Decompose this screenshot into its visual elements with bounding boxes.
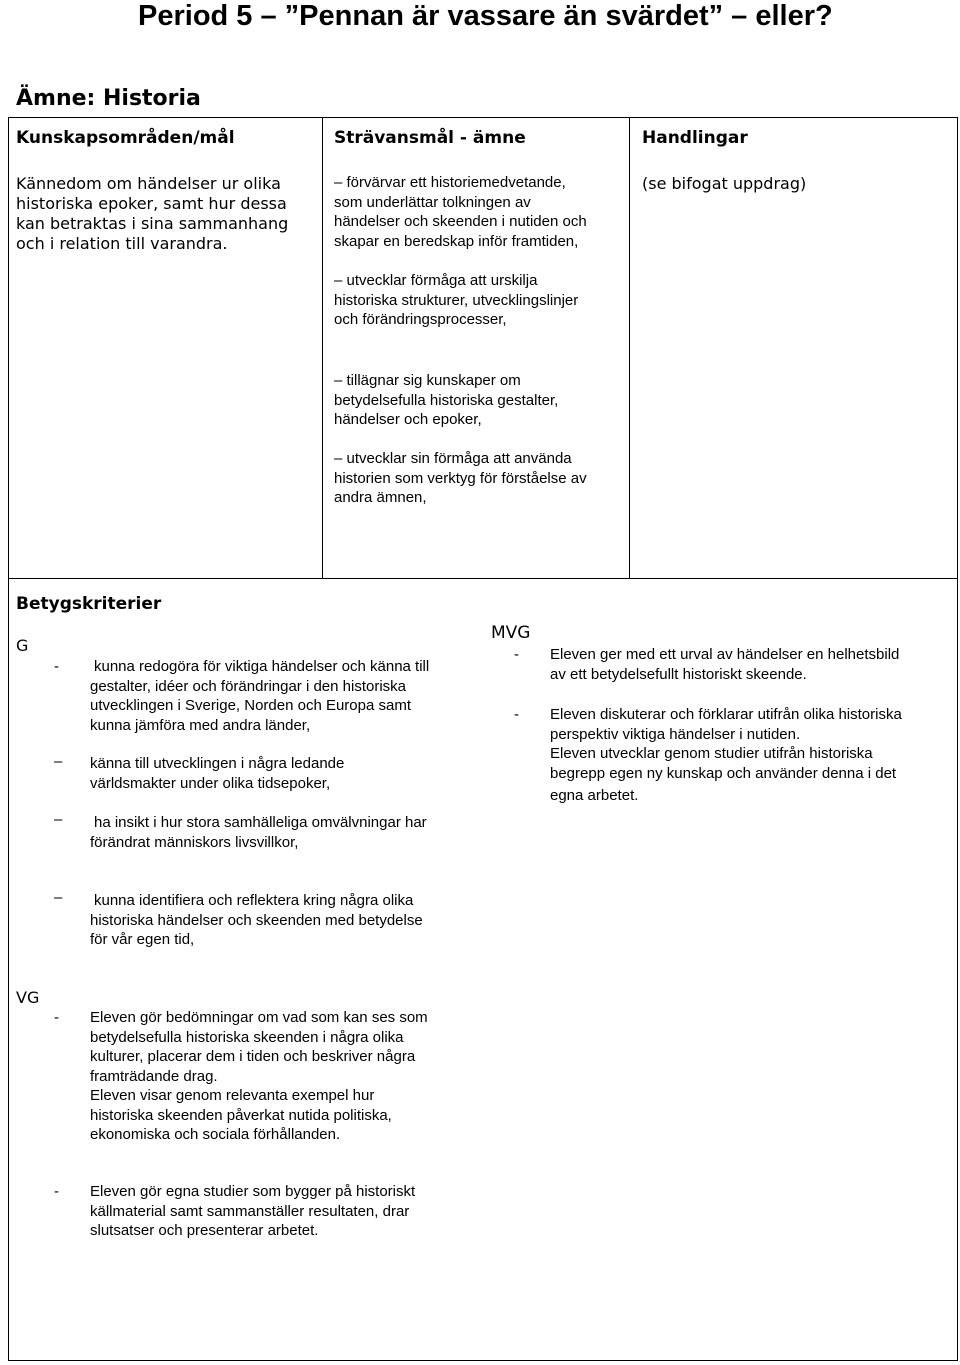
col1-line: och i relation till varandra. xyxy=(16,234,228,253)
g-item-dash: – xyxy=(54,753,63,770)
col2-item xyxy=(334,173,587,251)
criteria-header: Betygskriterier xyxy=(16,594,162,614)
grade-mvg-label: MVG xyxy=(491,623,531,643)
col1-body xyxy=(16,174,288,254)
subject-heading: Ämne: Historia xyxy=(16,86,201,111)
g-item-dash: - xyxy=(54,658,59,675)
table-col-divider-1 xyxy=(322,117,323,578)
vg-item xyxy=(90,1008,428,1145)
vg-line: Eleven gör bedömningar om vad som kan ses som xyxy=(90,1009,428,1026)
col2-line: andra ämnen, xyxy=(334,489,427,506)
col2-line: händelser och skeenden i nutiden och xyxy=(334,213,587,230)
grade-vg-label: VG xyxy=(16,988,40,1007)
vg-line: Eleven visar genom relevanta exempel hur xyxy=(90,1087,375,1104)
col1-line: kan betraktas i sina sammanhang xyxy=(16,214,289,233)
criteria-left-border xyxy=(8,578,9,1360)
g-line: utvecklingen i Sverige, Norden och Europa samt xyxy=(90,697,412,714)
g-line: förändrat människors livsvillkor, xyxy=(90,833,299,851)
mvg-line: Eleven ger med ett urval av händelser en helhetsbild xyxy=(550,646,900,663)
g-line: kunna identifiera och reflektera kring några olika xyxy=(94,892,414,909)
col2-item xyxy=(334,271,578,330)
col2-line: – tillägnar sig kunskaper om xyxy=(334,372,521,389)
g-line: världsmakter under olika tidsepoker, xyxy=(90,774,331,792)
mvg-item-dash: - xyxy=(514,646,519,663)
g-line: historiska händelser och skeenden med betydelse xyxy=(90,911,423,929)
mvg-line: perspektiv viktiga händelser i nutiden. xyxy=(550,725,801,743)
table-col-divider-2 xyxy=(629,117,630,578)
vg-item-dash: - xyxy=(54,1009,59,1026)
col2-line: – förvärvar ett historiemedvetande, xyxy=(334,174,566,191)
g-item-dash: – xyxy=(54,811,63,828)
g-item xyxy=(90,813,427,852)
vg-item-dash: - xyxy=(54,1183,59,1200)
g-line: gestalter, idéer och förändringar i den historiska xyxy=(90,677,407,695)
g-item xyxy=(90,754,344,793)
vg-line: ekonomiska och sociala förhållanden. xyxy=(90,1126,341,1143)
col2-line: och förändringsprocesser, xyxy=(334,311,507,328)
g-item xyxy=(90,657,429,735)
g-line: känna till utvecklingen i några ledande xyxy=(90,755,345,772)
mvg-line: Eleven diskuterar och förklarar utifrån olika historiska xyxy=(550,706,902,723)
mvg-line: av ett betydelsefullt historiskt skeende. xyxy=(550,665,807,683)
vg-line: historiska skeenden påverkat nutida politiska, xyxy=(90,1106,392,1124)
table-bottom-border xyxy=(8,1360,958,1361)
g-line: kunna jämföra med andra länder, xyxy=(90,716,311,734)
col2-header: Strävansmål - ämne xyxy=(334,128,526,148)
table-top-border xyxy=(8,117,958,118)
table-left-border xyxy=(8,117,9,578)
g-item xyxy=(90,891,423,950)
col2-line: – utvecklar sin förmåga att använda xyxy=(334,450,572,467)
mvg-item-dash: - xyxy=(514,706,519,723)
table-middle-border xyxy=(8,578,958,579)
col2-line: betydelsefulla historiska gestalter, xyxy=(334,391,559,409)
mvg-item xyxy=(550,645,899,684)
g-line: ha insikt i hur stora samhälleliga omvälvningar har xyxy=(94,814,427,831)
mvg-line: begrepp egen ny kunskap och använder denna i det xyxy=(550,764,897,782)
col2-line: historien som verktyg för förståelse av xyxy=(334,469,587,487)
vg-line: framträdande drag. xyxy=(90,1067,218,1085)
col2-line: händelser och epoker, xyxy=(334,411,482,428)
vg-line: kulturer, placerar dem i tiden och beskriver några xyxy=(90,1048,416,1065)
criteria-right-border xyxy=(957,578,958,1360)
vg-line: Eleven gör egna studier som bygger på historiskt xyxy=(90,1183,416,1200)
vg-line: betydelsefulla historiska skeenden i några olika xyxy=(90,1028,404,1046)
col2-line: skapar en beredskap inför framtiden, xyxy=(334,232,579,250)
col2-item xyxy=(334,371,558,430)
g-line: kunna redogöra för viktiga händelser och känna till xyxy=(94,658,430,675)
mvg-line: egna arbetet. xyxy=(550,787,639,804)
g-line: för vår egen tid, xyxy=(90,931,195,948)
grade-g-label: G xyxy=(16,636,29,655)
col1-line: historiska epoker, samt hur dessa xyxy=(16,194,287,213)
vg-line: slutsatser och presenterar arbetet. xyxy=(90,1222,319,1239)
vg-item xyxy=(90,1182,415,1241)
table-right-border xyxy=(957,117,958,578)
col3-header: Handlingar xyxy=(642,128,748,148)
vg-line: källmaterial samt sammanställer resultaten, drar xyxy=(90,1202,410,1220)
mvg-item xyxy=(550,705,902,806)
col2-line: – utvecklar förmåga att urskilja xyxy=(334,272,538,289)
col1-header: Kunskapsområden/mål xyxy=(16,128,235,148)
col1-line: Kännedom om händelser ur olika xyxy=(16,174,281,193)
col2-item xyxy=(334,449,587,508)
document-title: Period 5 – ”Pennan är vassare än svärdet” – eller? xyxy=(138,0,833,32)
col2-line: historiska strukturer, utvecklingslinjer xyxy=(334,291,579,309)
col3-note: (se bifogat uppdrag) xyxy=(642,174,807,193)
mvg-line: Eleven utvecklar genom studier utifrån historiska xyxy=(550,745,873,762)
col2-line: som underlättar tolkningen av xyxy=(334,193,531,211)
g-item-dash: – xyxy=(54,889,63,906)
